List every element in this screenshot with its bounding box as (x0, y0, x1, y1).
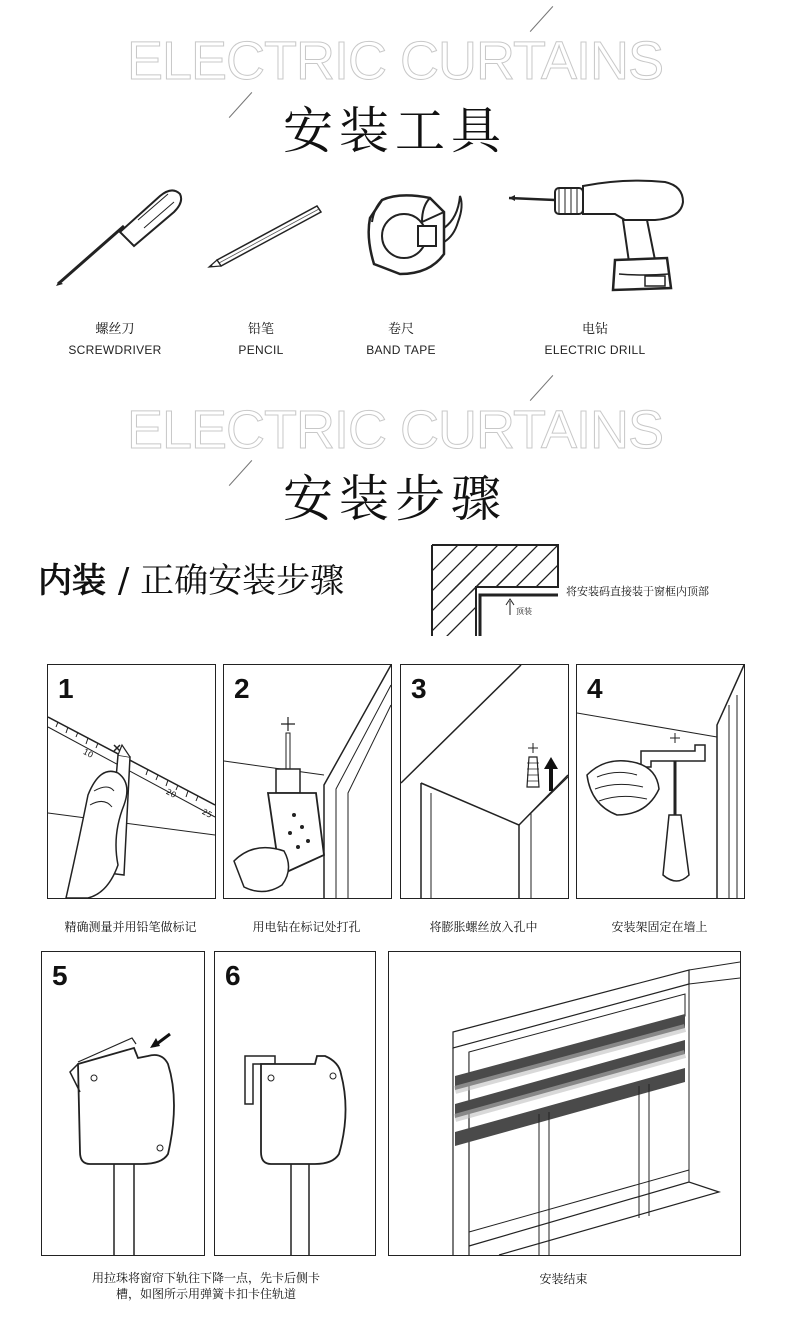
tool-label-en: PENCIL (238, 343, 284, 357)
section-heading-rest: / 正确安装步骤 (117, 561, 345, 601)
step-number: 4 (587, 673, 603, 704)
section-heading-bold: 内装 (38, 561, 106, 601)
step-panel-4 (576, 664, 745, 899)
decor-slash (530, 375, 553, 401)
page-title-tools: 安装工具 (283, 102, 507, 160)
step-number: 6 (225, 960, 241, 991)
step-caption-5-line-1: 用拉珠将窗帘下轨往下降一点，先卡后侧卡 (91, 1271, 320, 1285)
tools-row (0, 170, 790, 370)
deco-heading-2: ELECTRIC CURTAINS (126, 400, 664, 460)
deco-heading-1: ELECTRIC CURTAINS (126, 31, 664, 91)
decor-slash (530, 6, 553, 32)
step-caption-5-line-2: 槽，如图所示用弹簧卡扣卡住轨道 (115, 1287, 296, 1301)
ruler-mark: 20 (164, 787, 178, 800)
tape-measure-icon (360, 188, 470, 283)
step-caption-finished: 安装结束 (539, 1272, 588, 1286)
tool-electric-drill (505, 318, 685, 357)
finished-window-illustration (389, 952, 740, 1255)
step-number: 3 (411, 673, 427, 704)
step-caption-3: 将膨胀螺丝放入孔中 (429, 920, 538, 934)
top-mount-diagram (430, 543, 562, 638)
ruler-mark: 25 (200, 807, 214, 820)
diagram-note: 将安装码直接装于窗框内顶部 (566, 585, 709, 598)
step-number: 5 (52, 960, 68, 991)
step-panel-1 (47, 664, 216, 899)
electric-drill-icon (505, 176, 690, 301)
tool-label-cn: 铅笔 (247, 322, 274, 337)
tool-label-cn: 螺丝刀 (95, 322, 135, 337)
step-caption-5 (46, 1270, 366, 1302)
diagram-label: 顶装 (516, 607, 532, 616)
pencil-icon (205, 200, 325, 270)
tool-label-en: BAND TAPE (366, 343, 436, 357)
screwdriver-icon (50, 180, 190, 290)
step-number: 1 (58, 673, 74, 704)
step-panel-5 (41, 951, 205, 1256)
tool-label-en: SCREWDRIVER (68, 343, 162, 357)
tool-tape-measure (311, 318, 491, 357)
step-panel-2 (223, 664, 392, 899)
step-panel-3 (400, 664, 569, 899)
section-heading (38, 553, 344, 602)
step-number: 2 (234, 673, 250, 704)
step-caption-1: 精确测量并用铅笔做标记 (64, 920, 197, 934)
step-panel-finished (388, 951, 741, 1256)
rail-clip-illustration (42, 952, 204, 1255)
ruler-mark: 10 (81, 747, 95, 760)
step-caption-4: 安装架固定在墙上 (611, 920, 708, 934)
page-title-steps: 安装步骤 (283, 470, 507, 528)
tool-label-cn: 卷尺 (387, 322, 414, 337)
step-caption-2: 用电钻在标记处打孔 (252, 920, 361, 934)
step-panel-6 (214, 951, 376, 1256)
tool-label-cn: 电钻 (581, 322, 608, 337)
rail-locked-illustration (215, 952, 375, 1255)
tool-label-en: ELECTRIC DRILL (544, 343, 646, 357)
